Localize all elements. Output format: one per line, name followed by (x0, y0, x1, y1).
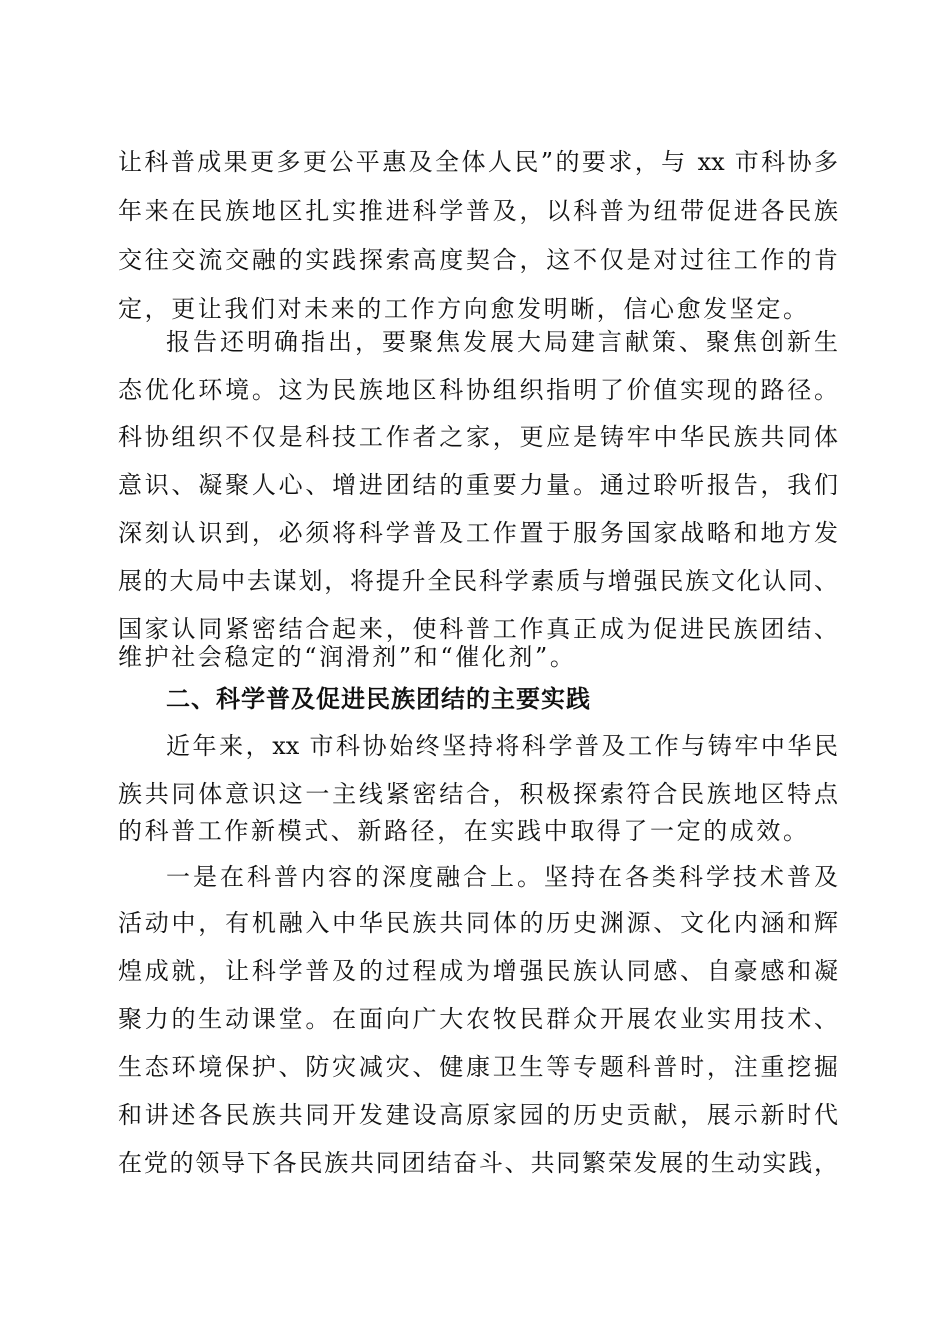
body-line: 报告还明确指出，要聚焦发展大局建言献策、聚焦创新生 (166, 328, 838, 356)
body-line: 生态环境保护、防灾减灾、健康卫生等专题科普时，注重挖掘 (118, 1053, 838, 1081)
body-line: 态优化环境。这为民族地区科协组织指明了价值实现的路径。 (118, 376, 838, 404)
body-line: 煌成就，让科学普及的过程成为增强民族认同感、自豪感和凝 (118, 957, 838, 985)
body-line: 年来在民族地区扎实推进科学普及，以科普为纽带促进各民族 (118, 197, 838, 225)
body-line: 交往交流交融的实践探索高度契合，这不仅是对过往工作的肯 (118, 246, 838, 274)
body-line: 定，更让我们对未来的工作方向愈发明晰，信心愈发坚定。 (118, 295, 810, 323)
body-line: 活动中，有机融入中华民族共同体的历史渊源、文化内涵和辉 (118, 909, 838, 937)
body-line: 维护社会稳定的“润滑剂”和“催化剂”。 (118, 643, 577, 671)
body-line: 国家认同紧密结合起来，使科普工作真正成为促进民族团结、 (118, 615, 838, 643)
body-line: 的科普工作新模式、新路径，在实践中取得了一定的成效。 (118, 817, 810, 845)
body-line: 和讲述各民族共同开发建设高原家园的历史贡献，展示新时代 (118, 1101, 838, 1129)
section-heading: 二、科学普及促进民族团结的主要实践 (166, 685, 591, 713)
body-line: 深刻认识到，必须将科学普及工作置于服务国家战略和地方发 (118, 519, 838, 547)
body-line: 族共同体意识这一主线紧密结合，积极探索符合民族地区特点 (118, 780, 838, 808)
body-line: 聚力的生动课堂。在面向广大农牧民群众开展农业实用技术、 (118, 1005, 838, 1033)
body-line: 让科普成果更多更公平惠及全体人民”的要求，与 xx 市科协多 (118, 148, 838, 176)
body-line: 展的大局中去谋划，将提升全民科学素质与增强民族文化认同、 (118, 567, 838, 595)
body-line: 意识、凝聚人心、增进团结的重要力量。通过聆听报告，我们 (118, 471, 838, 499)
body-line: 一是在科普内容的深度融合上。坚持在各类科学技术普及 (166, 863, 838, 891)
body-line: 科协组织不仅是科技工作者之家，更应是铸牢中华民族共同体 (118, 423, 838, 451)
body-line: 在党的领导下各民族共同团结奋斗、共同繁荣发展的生动实践， (118, 1149, 838, 1177)
body-line: 近年来，xx 市科协始终坚持将科学普及工作与铸牢中华民 (166, 732, 838, 760)
